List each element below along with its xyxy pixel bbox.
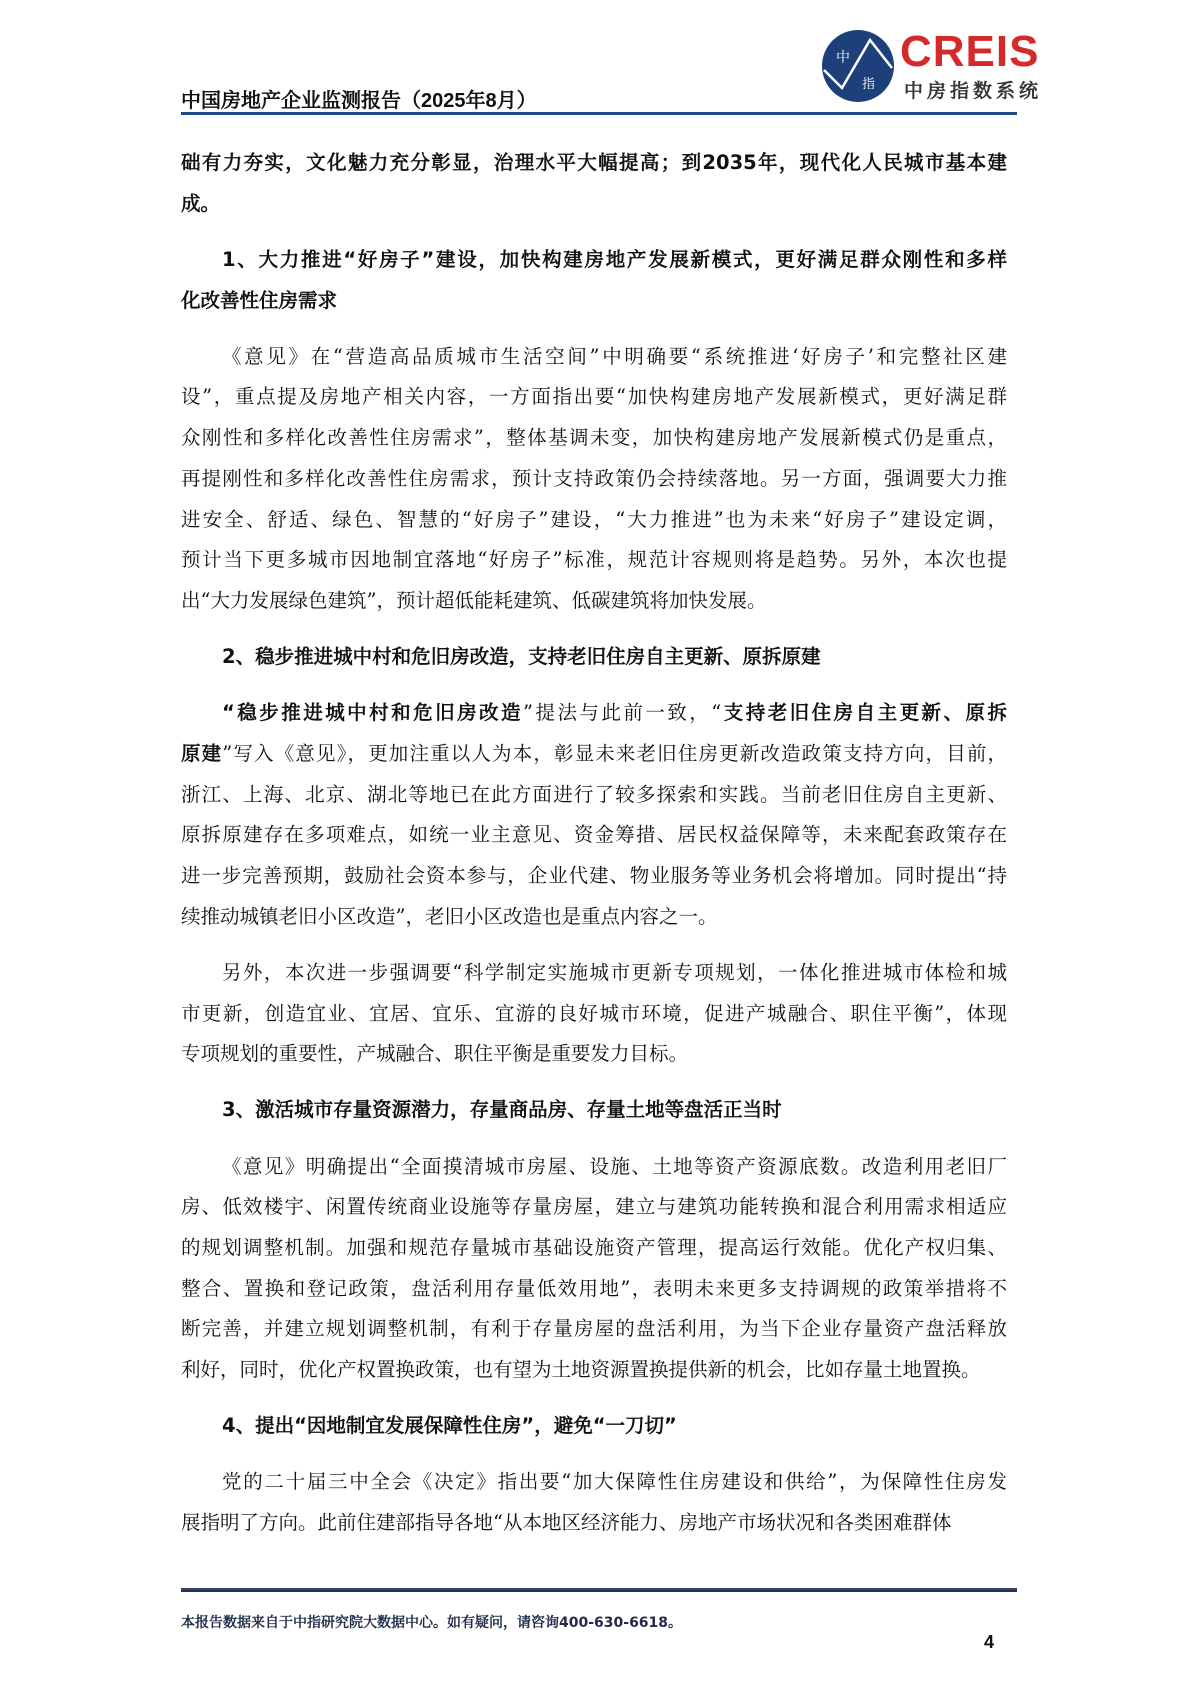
- bold-text-segment: 化改善性住房需求: [181, 288, 338, 312]
- page-number: 4: [984, 1632, 995, 1652]
- logo-brand: CREIS: [900, 27, 1040, 76]
- section-heading: [181, 1406, 1007, 1447]
- text-line: [181, 856, 1007, 897]
- text-segment: 续推动城镇老旧小区改造”，老旧小区改造也是重点内容之一。: [181, 904, 718, 928]
- text-segment: 断完善，并建立规划调整机制，有利于存量房屋的盘活利用，为当下企业存量资产盘活释放: [181, 1317, 1007, 1341]
- text-line: [181, 693, 1007, 734]
- text-line: [181, 1187, 1007, 1228]
- logo-wave-icon: [822, 30, 894, 102]
- logo-char-1: 中: [836, 50, 850, 66]
- text-segment: 另外，本次进一步强调要“科学制定实施城市更新专项规划，一体化推进城市体检和城: [222, 960, 1007, 984]
- text-line: [181, 1462, 1007, 1503]
- text-segment: 《意见》明确提出“全面摸清城市房屋、设施、土地等资产资源底数。改造利用老旧厂: [222, 1154, 1007, 1178]
- text-line: [181, 734, 1007, 775]
- logo-emblem: [822, 30, 894, 102]
- header-rule: [181, 112, 1017, 115]
- text-segment: 出“大力发展绿色建筑”，预计超低能耗建筑、低碳建筑将加快发展。: [181, 588, 767, 612]
- text-line: [181, 775, 1007, 816]
- text-line: [181, 897, 1007, 938]
- text-line: [181, 184, 1007, 225]
- bold-text-segment: 原建: [181, 741, 223, 765]
- text-line: [181, 815, 1007, 856]
- text-segment: 预计当下更多城市因地制宜落地“好房子”标准，规范计容规则将是趋势。另外，本次也提: [181, 548, 1007, 572]
- text-line: [181, 1090, 1007, 1131]
- text-segment: 党的二十届三中全会《决定》指出要“加大保障性住房建设和供给”，为保障性住房发: [222, 1470, 1007, 1494]
- text-line: [181, 377, 1007, 418]
- text-line: [181, 281, 1007, 322]
- paragraph: [181, 337, 1007, 622]
- text-segment: 专项规划的重要性，产城融合、职住平衡是重要发力目标。: [181, 1042, 689, 1066]
- report-title: 中国房地产企业监测报告（2025年8月）: [181, 90, 537, 112]
- text-line: [181, 1503, 1007, 1544]
- bold-text-segment: 2、稳步推进城中村和危旧房改造，支持老旧住房自主更新、原拆原建: [222, 645, 821, 669]
- bold-text-segment: 1、大力推进“好房子”建设，加快构建房地产发展新模式，更好满足群众刚性和多样: [222, 247, 1007, 271]
- paragraph: [181, 143, 1007, 224]
- section-heading: [181, 1090, 1007, 1131]
- bold-text-segment: 3、激活城市存量资源潜力，存量商品房、存量土地等盘活正当时: [222, 1098, 782, 1122]
- text-line: [181, 540, 1007, 581]
- text-line: [181, 994, 1007, 1035]
- text-line: [181, 953, 1007, 994]
- document-body: [181, 143, 1007, 1559]
- text-segment: 众刚性和多样化改善性住房需求”，整体基调未变，加快构建房地产发展新模式仍是重点，: [181, 426, 1007, 450]
- text-line: [181, 143, 1007, 184]
- text-line: [181, 418, 1007, 459]
- text-segment: 房、低效楼宇、闲置传统商业设施等存量房屋，建立与建筑功能转换和混合利用需求相适应: [181, 1195, 1007, 1219]
- logo-char-2: 指: [862, 77, 876, 92]
- paragraph: [181, 953, 1007, 1075]
- text-segment: 原拆原建存在多项难点，如统一业主意见、资金筹措、居民权益保障等，未来配套政策存在: [181, 823, 1007, 847]
- text-line: [181, 1350, 1007, 1391]
- text-line: [181, 1309, 1007, 1350]
- bold-text-segment: 支持老旧住房自主更新、原拆: [721, 701, 1007, 725]
- text-line: [181, 1147, 1007, 1188]
- text-line: [181, 1034, 1007, 1075]
- text-line: [181, 337, 1007, 378]
- bold-text-segment: 成。: [181, 191, 221, 215]
- paragraph: [181, 693, 1007, 937]
- text-line: [181, 459, 1007, 500]
- text-segment: 展指明了方向。此前住建部指导各地“从本地区经济能力、房地产市场状况和各类困难群体: [181, 1511, 952, 1535]
- text-line: [181, 1269, 1007, 1310]
- text-line: [181, 240, 1007, 281]
- bold-text-segment: “稳步推进城中村和危旧房改造: [222, 701, 524, 725]
- text-segment: 利好，同时，优化产权置换政策，也有望为土地资源置换提供新的机会，比如存量土地置换。: [181, 1358, 981, 1382]
- text-segment: 进安全、舒适、绿色、智慧的“好房子”建设，“大力推进”也为未来“好房子”建设定调，: [181, 507, 1007, 531]
- text-segment: 浙江、上海、北京、湖北等地已在此方面进行了较多探索和实践。当前老旧住房自主更新、: [181, 782, 1007, 806]
- text-line: [181, 1228, 1007, 1269]
- text-line: [181, 500, 1007, 541]
- creis-logo: [822, 28, 1072, 108]
- section-heading: [181, 637, 1007, 678]
- text-segment: 市更新，创造宜业、宜居、宜乐、宜游的良好城市环境，促进产城融合、职住平衡”，体现: [181, 1001, 1007, 1025]
- text-segment: 设”，重点提及房地产相关内容，一方面指出要“加快构建房地产发展新模式，更好满足群: [181, 385, 1007, 409]
- paragraph: [181, 1147, 1007, 1391]
- text-segment: ”写入《意见》，更加注重以人为本，彰显未来老旧住房更新改造政策支持方向，目前，: [222, 741, 1007, 765]
- text-segment: 《意见》在“营造高品质城市生活空间”中明确要“系统推进‘好房子’和完整社区建: [222, 344, 1007, 368]
- text-segment: ”提法与此前一致，“: [523, 701, 722, 725]
- text-segment: 进一步完善预期，鼓励社会资本参与，企业代建、物业服务等业务机会将增加。同时提出“持: [181, 864, 1007, 887]
- text-segment: 的规划调整机制。加强和规范存量城市基础设施资产管理，提高运行效能。优化产权归集、: [181, 1236, 1007, 1259]
- text-line: [181, 1406, 1007, 1447]
- paragraph: [181, 1462, 1007, 1543]
- text-segment: 整合、置换和登记政策，盘活利用存量低效用地”，表明未来更多支持调规的政策举措将不: [181, 1276, 1007, 1300]
- footer-rule: [181, 1588, 1017, 1592]
- logo-subtitle: 中房指数系统: [904, 80, 1043, 102]
- bold-text-segment: 础有力夯实，文化魅力充分彰显，治理水平大幅提高；到2035年，现代化人民城市基本建: [181, 151, 1007, 174]
- footer-note: 本报告数据来自于中指研究院大数据中心。如有疑问，请咨询400-630-6618。: [181, 1615, 683, 1631]
- bold-text-segment: 4、提出“因地制宜发展保障性住房”，避免“一刀切”: [222, 1414, 677, 1438]
- text-line: [181, 637, 1007, 678]
- text-line: [181, 581, 1007, 622]
- text-segment: 再提刚性和多样化改善性住房需求，预计支持政策仍会持续落地。另一方面，强调要大力推: [181, 466, 1007, 490]
- section-heading: [181, 240, 1007, 321]
